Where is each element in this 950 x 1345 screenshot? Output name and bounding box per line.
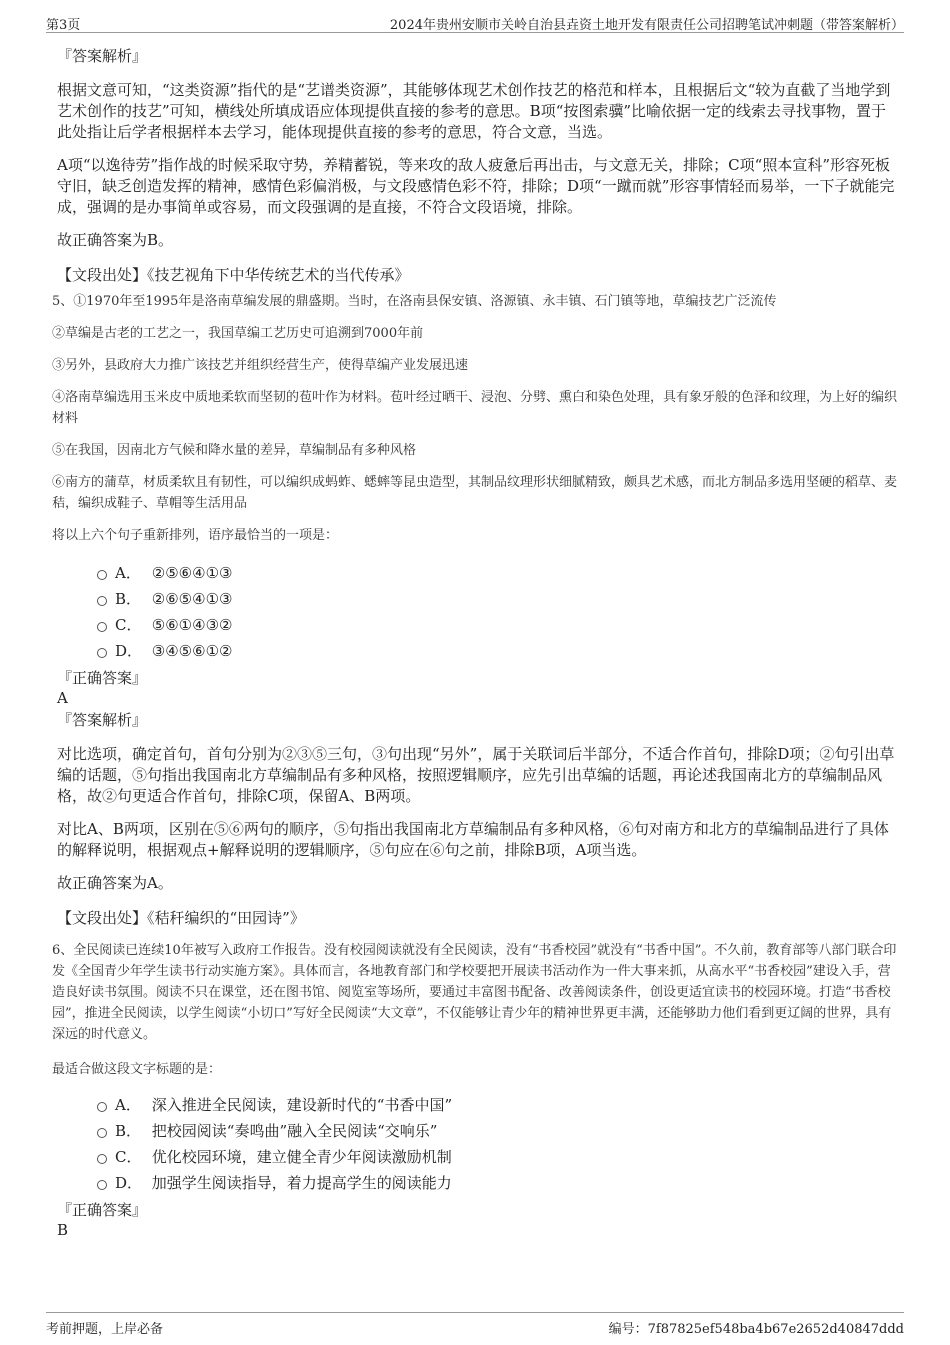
q4-source: 【文段出处】《技艺视角下中华传统艺术的当代传承》: [57, 266, 410, 284]
q5-sentence-6: ⑥南方的蒲草，材质柔软且有韧性，可以编织成蚂蚱、蟋蟀等昆虫造型，其制品纹理形状细腻精致，颇具艺术感，而北方制品多选用坚硬的稻草、麦秸，编织成鞋子、草帽等生活用品: [52, 475, 898, 511]
option-letter: A．: [115, 1096, 141, 1114]
q5-answer: A: [57, 689, 68, 707]
page-number: 第3页: [46, 18, 81, 33]
q4-analysis-label: 『答案解析』: [57, 47, 148, 65]
q6-options: [57, 1092, 897, 1196]
q5-analysis-label: 『答案解析』: [57, 711, 148, 729]
q5-option-b[interactable]: [57, 586, 897, 612]
q5-option-a[interactable]: [57, 560, 897, 586]
option-text: 把校园阅读“奏鸣曲”融入全民阅读“交响乐”: [151, 1122, 438, 1140]
q5-options: [57, 560, 897, 664]
q6-answer: B: [57, 1221, 69, 1239]
option-letter: B．: [115, 590, 142, 608]
q5-analysis-p2: 对比A、B两项，区别在⑤⑥两句的顺序，⑤句指出我国南北方草编制品有多种风格，⑥句对南方和北方的草编制品进行了具体的解释说明，根据观点+解释说明的逻辑顺序，⑤句应在⑥句之前，排除B项，A项当选。: [57, 820, 889, 859]
option-letter: C．: [115, 616, 142, 634]
radio-icon[interactable]: [97, 1128, 107, 1138]
option-letter: A．: [115, 564, 141, 582]
option-letter: D．: [115, 1174, 143, 1192]
q5-conclusion: 故正确答案为A。: [57, 874, 173, 892]
q5-sentence-3: ③另外，县政府大力推广该技艺并组织经营生产，使得草编产业发展迅速: [52, 358, 469, 373]
radio-icon[interactable]: [97, 1154, 107, 1164]
document-id: 编号：7f87825ef548ba4b67e2652d40847ddd: [608, 1322, 904, 1337]
question-5: [52, 291, 897, 546]
radio-icon[interactable]: [97, 622, 107, 632]
q6-prompt: 最适合做这段文字标题的是：: [52, 1062, 222, 1077]
radio-icon[interactable]: [97, 648, 107, 658]
radio-icon[interactable]: [97, 570, 107, 580]
option-text: 深入推进全民阅读，建设新时代的“书香中国”: [151, 1096, 453, 1114]
q6-stem: 6、全民阅读已连续10年被写入政府工作报告。没有校园阅读就没有全民阅读，没有“书香校园”就没有“书香中国”。不久前，教育部等八部门联合印发《全国青少年学生读书行动实施方案》。具体而言，各地教育部门和学校要把开展读书活动作为一件大事来抓，从高水平“书香校园”建设入手，营造良好读书氛围。阅读不只在课堂，还在图书馆、阅览室等场所，要通过丰富图书配备、改善阅读条件，创设更适宜读书的校园环境。打造“书香校园”，推进全民阅读，以学生阅读“小切口”写好全民阅读“大文章”，不仅能够让青少年的精神世界更丰满，还能够助力他们看到更辽阔的世界，具有深远的时代意义。: [52, 943, 897, 1042]
option-text: ③④⑤⑥①②: [151, 642, 233, 660]
option-text: ②⑥⑤④①③: [151, 590, 233, 608]
option-text: 优化校园环境，建立健全青少年阅读激励机制: [151, 1148, 452, 1166]
q4-analysis-p1: 根据文意可知，“这类资源”指代的是“艺谱类资源”，其能够体现艺术创作技艺的格范和样本，且根据后文“较为直截了当地学到艺术创作的技艺”可知，横线处所填成语应体现提供直接的参考的意思。B项“按图索骥”比喻依据一定的线索去寻找事物，置于此处指让后学者根据样本去学习，能体现提供直接的参考的意思，符合文意，当选。: [57, 81, 891, 141]
document-body: [52, 44, 898, 1240]
option-letter: B．: [115, 1122, 142, 1140]
page-footer: [46, 1312, 904, 1335]
document-title: 2024年贵州安顺市关岭自治县垚资土地开发有限责任公司招聘笔试冲刺题（带答案解析）: [389, 18, 904, 33]
q6-option-d[interactable]: [57, 1170, 897, 1196]
q6-option-b[interactable]: [57, 1118, 897, 1144]
q4-conclusion: 故正确答案为B。: [57, 231, 174, 249]
option-text: 加强学生阅读指导，着力提高学生的阅读能力: [151, 1174, 452, 1192]
q5-sentence-5: ⑤在我国，因南北方气候和降水量的差异，草编制品有多种风格: [52, 443, 417, 458]
q5-sentence-4: ④洛南草编选用玉米皮中质地柔软而坚韧的苞叶作为材料。苞叶经过晒干、浸泡、分劈、熏白和染色处理，具有象牙般的色泽和纹理，为上好的编织材料: [52, 390, 898, 426]
footer-slogan: 考前押题，上岸必备: [46, 1322, 164, 1337]
page-header: [46, 10, 904, 33]
q5-prompt: 将以上六个句子重新排列，语序最恰当的一项是：: [52, 528, 339, 543]
q6-option-a[interactable]: [57, 1092, 897, 1118]
radio-icon[interactable]: [97, 1102, 107, 1112]
q6-answer-label: 『正确答案』: [57, 1201, 148, 1219]
q5-sentence-2: ②草编是古老的工艺之一，我国草编工艺历史可追溯到7000年前: [52, 326, 424, 341]
option-letter: D．: [115, 642, 143, 660]
option-letter: C．: [115, 1148, 142, 1166]
option-text: ②⑤⑥④①③: [151, 564, 233, 582]
q5-option-d[interactable]: [57, 638, 897, 664]
q4-analysis-p2: A项“以逸待劳”指作战的时候采取守势，养精蓄锐，等来攻的敌人疲惫后再出击，与文意无关，排除；C项“照本宣科”形容死板守旧，缺乏创造发挥的精神，感情色彩偏消极，与文段感情色彩不符，排除；D项“一蹴而就”形容事情轻而易举，一下子就能完成，强调的是办事简单或容易，而文段强调的是直接，不符合文段语境，排除。: [57, 156, 895, 216]
q5-analysis-p1: 对比选项，确定首句，首句分别为②③⑤三句，③句出现“另外”，属于关联词后半部分，不适合作首句，排除D项；②句引出草编的话题，⑤句指出我国南北方草编制品有多种风格，按照逻辑顺序，应先引出草编的话题，再论述我国南北方的草编制品风格，故②句更适合作首句，排除C项，保留A、B两项。: [57, 745, 895, 805]
radio-icon[interactable]: [97, 596, 107, 606]
radio-icon[interactable]: [97, 1180, 107, 1190]
q5-source: 【文段出处】《秸秆编织的“田园诗”》: [57, 909, 305, 927]
q6-option-c[interactable]: [57, 1144, 897, 1170]
q5-answer-label: 『正确答案』: [57, 669, 148, 687]
option-text: ⑤⑥①④③②: [151, 616, 233, 634]
q5-sentence-1: 5、①1970年至1995年是洛南草编发展的鼎盛期。当时，在洛南县保安镇、洛源镇、永丰镇、石门镇等地，草编技艺广泛流传: [52, 294, 777, 309]
q5-option-c[interactable]: [57, 612, 897, 638]
